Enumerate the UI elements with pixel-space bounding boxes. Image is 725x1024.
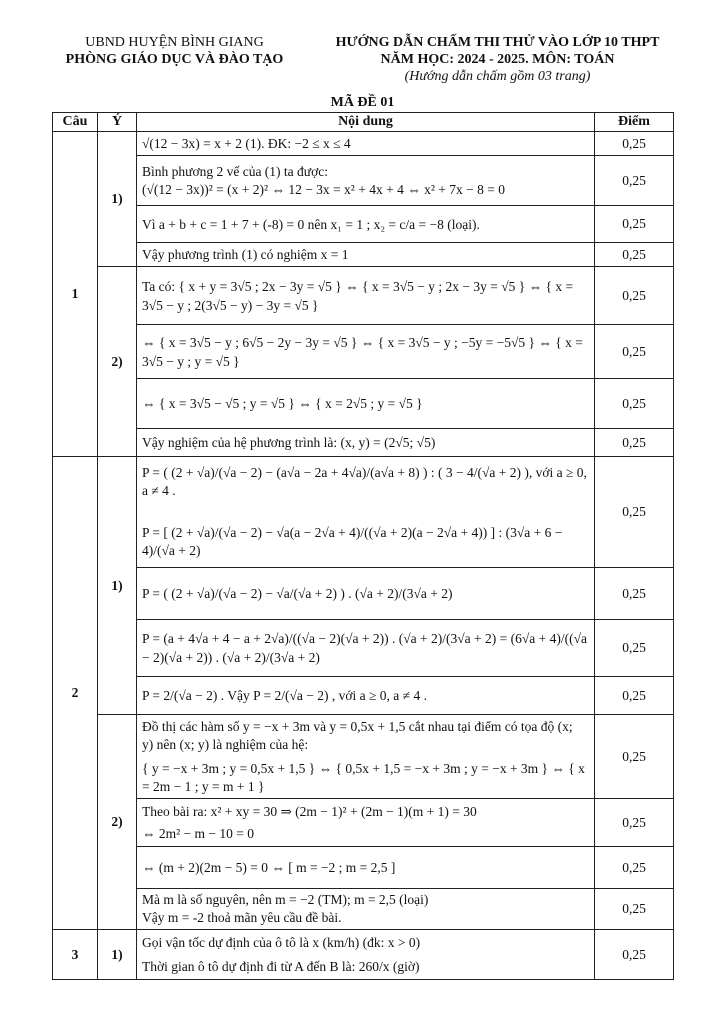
table-row (53, 799, 674, 847)
points: 0,25 (595, 620, 674, 677)
points: 0,25 (595, 715, 674, 799)
issuer-line-1: UBND HUYỆN BÌNH GIANG (85, 35, 264, 50)
y-number: 1) (98, 930, 137, 980)
content-line: Theo bài ra: x² + xy = 30 ⇒ (2m − 1)² + (2m − 1)(m + 1) = 30 (142, 803, 477, 819)
issuer-line-2: PHÒNG GIÁO DỤC VÀ ĐÀO TẠO (65, 52, 284, 67)
grading-table (52, 112, 674, 980)
cau-number: 3 (53, 930, 98, 980)
header-cau: Câu (53, 113, 98, 132)
exam-code: MÃ ĐỀ 01 (330, 95, 395, 110)
content-line: { y = −x + 3m ; y = 0,5x + 1,5 } ⇔ { 0,5x + 1,5 = −x + 3m ; y = −x + 3m } ⇔ { x = 2m − 1 ; y = m + 1 } (142, 760, 585, 794)
points: 0,25 (595, 156, 674, 206)
content-line: Vì a + b + c = 1 + 7 + (-8) = 0 nên x₁ = 1 ; x₂ = c/a = −8 (loại). (137, 206, 595, 243)
content-cell (137, 156, 595, 206)
header-points: Điểm (595, 113, 674, 132)
table-row (53, 325, 674, 379)
content-line: P = ( (2 + √a)/(√a − 2) − (a√a − 2a + 4√a)/(a√a + 8) ) : ( 3 − 4/(√a + 2) ), với a ≥ 0, a ≠ 4 . (142, 465, 587, 498)
content-line: Vậy phương trình (1) có nghiệm x = 1 (137, 243, 595, 267)
points: 0,25 (595, 799, 674, 847)
table-row (53, 568, 674, 620)
title-line-3: (Hướng dẫn chấm gồm 03 trang) (404, 69, 591, 84)
content-line: P = 2/(√a − 2) . Vậy P = 2/(√a − 2) , với a ≥ 0, a ≠ 4 . (137, 677, 595, 715)
table-row (53, 677, 674, 715)
points: 0,25 (595, 243, 674, 267)
content-cell (137, 799, 595, 847)
table-row (53, 889, 674, 930)
points: 0,25 (595, 429, 674, 457)
y-number: 1) (98, 132, 137, 267)
table-row (53, 847, 674, 889)
points: 0,25 (595, 325, 674, 379)
points: 0,25 (595, 568, 674, 620)
content-line: Gọi vận tốc dự định của ô tô là x (km/h) (đk: x > 0) (142, 934, 421, 950)
cau-number: 2 (53, 457, 98, 930)
content-line: Mà m là số nguyên, nên m = −2 (TM); m = 2,5 (loại) (142, 892, 429, 907)
points: 0,25 (595, 267, 674, 325)
points: 0,25 (595, 889, 674, 930)
table-row (53, 620, 674, 677)
table-row (53, 267, 674, 325)
table-row (53, 243, 674, 267)
table-row (53, 206, 674, 243)
content-cell (137, 930, 595, 980)
points: 0,25 (595, 132, 674, 156)
table-row (53, 429, 674, 457)
table-row (53, 156, 674, 206)
title-block (300, 34, 695, 85)
points: 0,25 (595, 206, 674, 243)
table-row (53, 457, 674, 568)
content-line: ⇔ { x = 3√5 − y ; 6√5 − 2y − 3y = √5 } ⇔ { x = 3√5 − y ; −5y = −5√5 } ⇔ { x = 3√5 − y ; y = √5 } (137, 325, 595, 379)
content-line: P = ( (2 + √a)/(√a − 2) − √a/(√a + 2) ) . (√a + 2)/(3√a + 2) (137, 568, 595, 620)
title-line-1: HƯỚNG DẪN CHẤM THI THỬ VÀO LỚP 10 THPT (335, 35, 660, 50)
y-number: 2) (98, 715, 137, 930)
content-line: Đồ thị các hàm số y = −x + 3m và y = 0,5x + 1,5 cắt nhau tại điểm có tọa độ (x; (142, 718, 573, 734)
header-y: Ý (98, 113, 137, 132)
content-line: ⇔ { x = 3√5 − √5 ; y = √5 } ⇔ { x = 2√5 ; y = √5 } (137, 379, 595, 429)
content-line: (√(12 − 3x))² = (x + 2)² ⇔ 12 − 3x = x² + 4x + 4 ⇔ x² + 7x − 8 = 0 (142, 181, 505, 197)
y-number: 1) (98, 457, 137, 715)
points: 0,25 (595, 847, 674, 889)
content-line: Ta có: { x + y = 3√5 ; 2x − 3y = √5 } ⇔ { x = 3√5 − y ; 2x − 3y = √5 } ⇔ { x = 3√5 − y ; 2(3√5 − y) − 3y = √5 } (137, 267, 595, 325)
points: 0,25 (595, 930, 674, 980)
table-row (53, 715, 674, 799)
content-line: P = (a + 4√a + 4 − a + 2√a)/((√a − 2)(√a + 2)) . (√a + 2)/(3√a + 2) = (6√a + 4)/((√a − 2)(√a + 2)) . (√a + 2)/(3√a + 2) (137, 620, 595, 677)
cau-number: 1 (53, 132, 98, 457)
content-line: P = [ (2 + √a)/(√a − 2) − √a(a − 2√a + 4)/((√a + 2)(a − 2√a + 4)) ] : (3√a + 6 − 4)/(√a + 2) (142, 525, 563, 558)
document-header (0, 34, 725, 94)
points: 0,25 (595, 379, 674, 429)
content-line: Bình phương 2 vế của (1) ta được: (142, 163, 328, 179)
title-line-2: NĂM HỌC: 2024 - 2025. MÔN: TOÁN (380, 52, 615, 67)
content-line: y) nên (x; y) là nghiệm của hệ: (142, 736, 309, 752)
issuer-block (52, 34, 297, 68)
content-cell (137, 715, 595, 799)
header-content: Nội dung (137, 113, 595, 132)
content-line: ⇔ (m + 2)(2m − 5) = 0 ⇔ [ m = −2 ; m = 2,5 ] (137, 847, 595, 889)
content-line: √(12 − 3x) = x + 2 (1). ĐK: −2 ≤ x ≤ 4 (137, 132, 595, 156)
points: 0,25 (595, 457, 674, 568)
points: 0,25 (595, 677, 674, 715)
content-line: ⇔ 2m² − m − 10 = 0 (142, 825, 255, 841)
table-row (53, 132, 674, 156)
content-line: Thời gian ô tô dự định đi từ A đến B là: 260/x (giờ) (142, 958, 420, 974)
y-number: 2) (98, 267, 137, 457)
content-line: Vậy nghiệm của hệ phương trình là: (x, y) = (2√5; √5) (137, 429, 595, 457)
table-header-row (53, 113, 674, 132)
content-cell (137, 889, 595, 930)
content-line: Vậy m = -2 thoả mãn yêu cầu đề bài. (142, 910, 342, 925)
content-cell (137, 457, 595, 568)
table-row (53, 379, 674, 429)
table-row (53, 930, 674, 980)
